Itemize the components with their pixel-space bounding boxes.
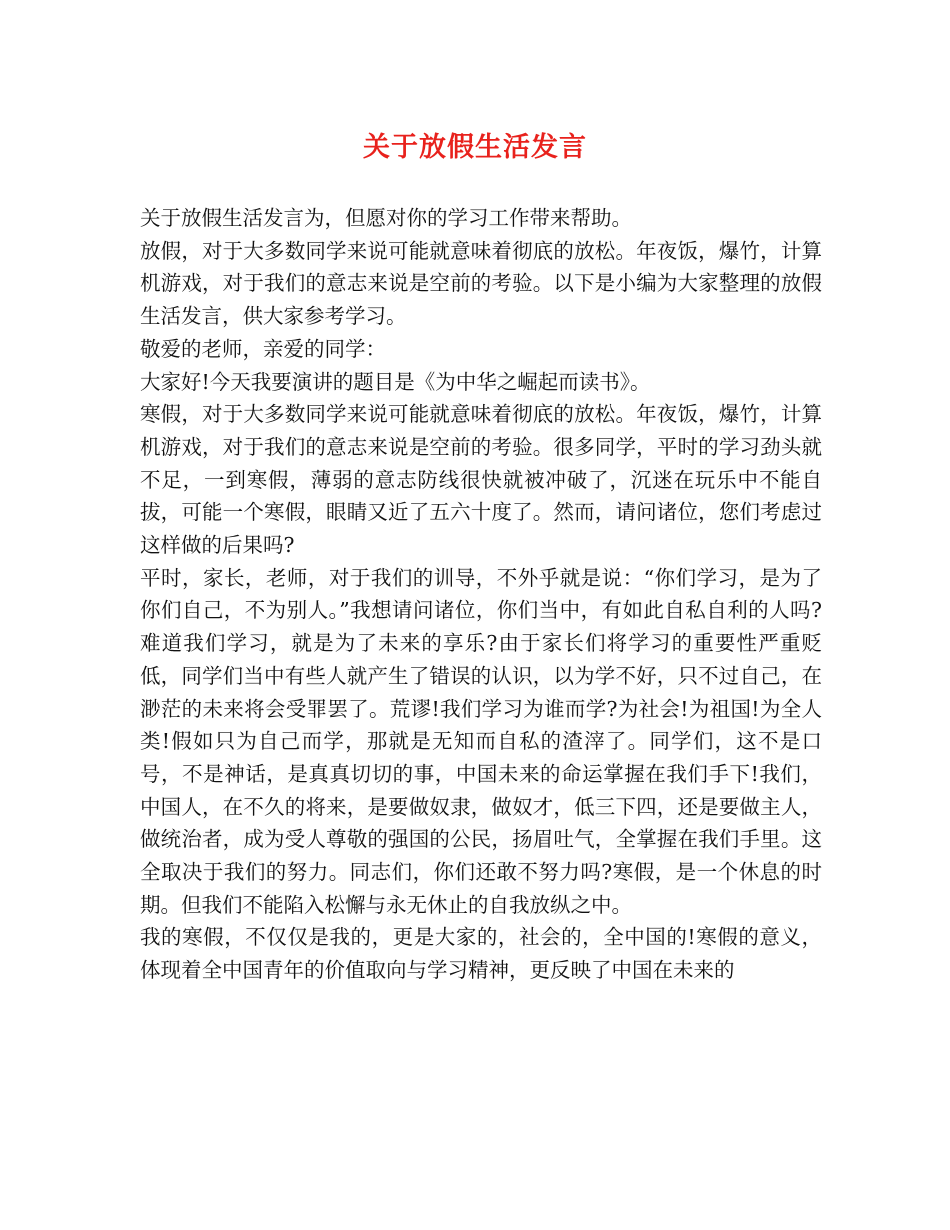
paragraph-intro: 关于放假生活发言为，但愿对你的学习工作带来帮助。 — [140, 206, 632, 230]
document-title: 关于放假生活发言 — [363, 132, 587, 163]
paragraph-greeting: 大家好!今天我要演讲的题目是《为中华之崛起而读书》。 — [140, 369, 651, 394]
paragraph-holiday-summary: 放假，对于大多数同学来说可能就意味着彻底的放松。年夜饭，爆竹，计算机游戏，对于我们的意志来说是空前的考验。以下是小编为大家整理的放假生活发言，供大家参考学习。 — [140, 238, 822, 329]
paragraph-salutation: 敬爱的老师，亲爱的同学： — [140, 336, 386, 361]
document-body — [140, 202, 822, 987]
paragraph-study-purpose: 平时，家长，老师，对于我们的训导，不外乎就是说：“你们学习，是为了你们自己，不为别人。”我想请问诸位，你们当中，有如此自私自利的人吗?难道我们学习，就是为了未来的享乐?由于家长们将学习的重要性严重贬低，同学们当中有些人就产生了错误的认识，以为学不好，只不过自己，在渺茫的未来将会受罪罢了。荒谬!我们学习为谁而学?为社会!为祖国!为全人类!假如只为自己而学，那就是无知而自私的渣滓了。同学们，这不是口号，不是神话，是真真切切的事，中国未来的命运掌握在我们手下!我们，中国人，在不久的将来，是要做奴隶，做奴才，低三下四，还是要做主人，做统治者，成为受人尊敬的强国的公民，扬眉吐气，全掌握在我们手里。这全取决于我们的努力。同志们，你们还敢不努力吗?寒假，是一个休息的时期。但我们不能陷入松懈与永无休止的自我放纵之中。 — [140, 565, 822, 917]
paragraph-meaning: 我的寒假，不仅仅是我的，更是大家的，社会的，全中国的!寒假的意义，体现着全中国青年的价值取向与学习精神，更反映了中国在未来的 — [140, 925, 822, 983]
paragraph-winter-break: 寒假，对于大多数同学来说可能就意味着彻底的放松。年夜饭，爆竹，计算机游戏，对于我们的意志来说是空前的考验。很多同学，平时的学习劲头就不足，一到寒假，薄弱的意志防线很快就被冲破了，沉迷在玩乐中不能自拔，可能一个寒假，眼睛又近了五六十度了。然而，请问诸位，您们考虑过这样做的后果吗? — [140, 402, 822, 558]
